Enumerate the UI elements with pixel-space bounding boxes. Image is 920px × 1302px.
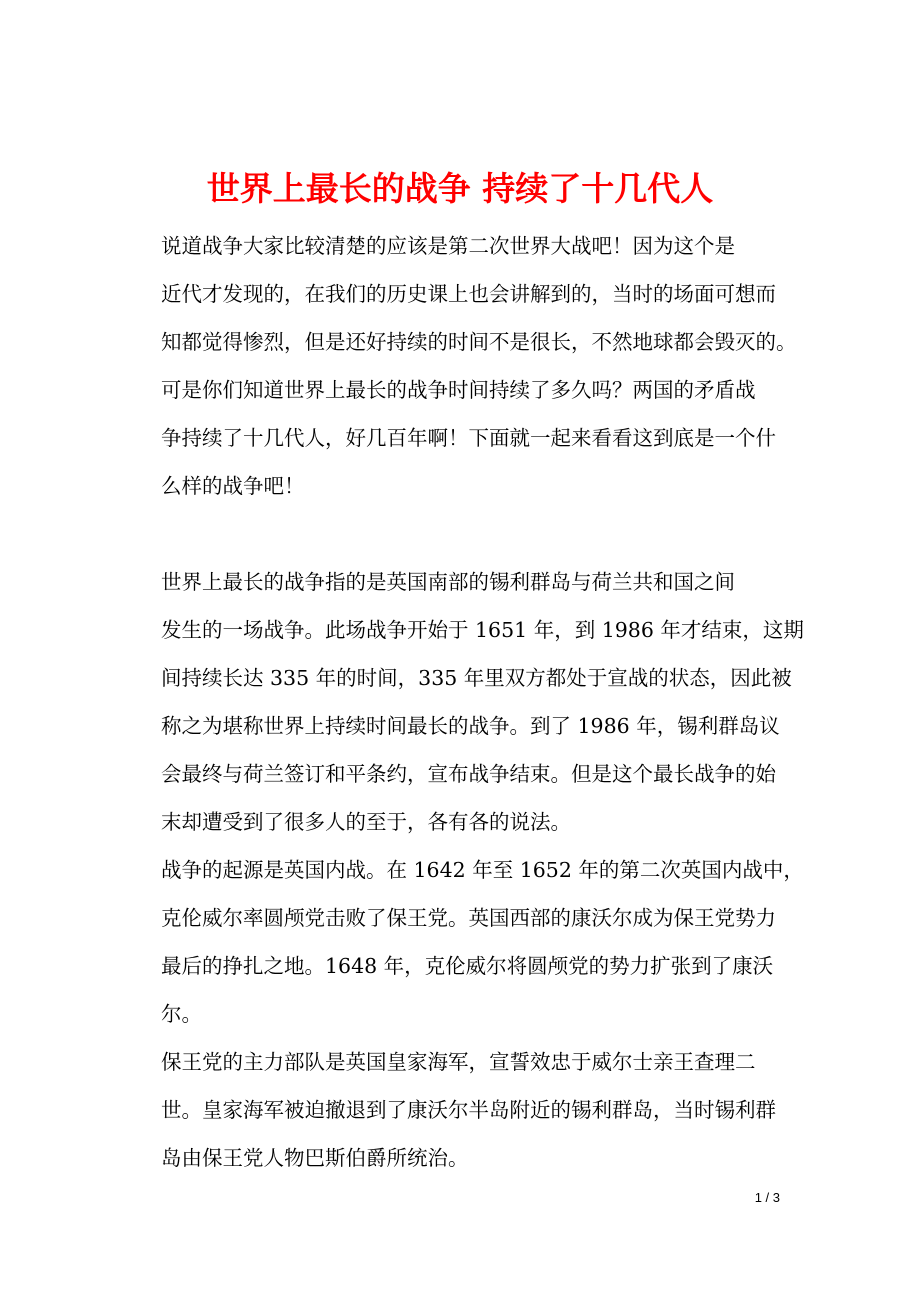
page-number: 1 / 3: [754, 1190, 780, 1205]
paragraph-line: 世界上最长的战争指的是英国南部的锡利群岛与荷兰共和国之间: [161, 570, 735, 594]
paragraph-line: 克伦威尔率圆颅党击败了保王党。英国西部的康沃尔成为保王党势力: [161, 906, 776, 930]
paragraph-line: 称之为堪称世界上持续时间最长的战争。到了 1986 年，锡利群岛议: [161, 714, 780, 738]
paragraph-line: 末却遭受到了很多人的至于，各有各的说法。: [161, 810, 571, 834]
paragraph-line: 可是你们知道世界上最长的战争时间持续了多久吗？两国的矛盾战: [161, 378, 756, 402]
paragraph-line: 近代才发现的，在我们的历史课上也会讲解到的，当时的场面可想而: [161, 282, 776, 306]
paragraph-line: 最后的挣扎之地。1648 年，克伦威尔将圆颅党的势力扩张到了康沃: [161, 954, 774, 978]
paragraph-line: 保王党的主力部队是英国皇家海军，宣誓效忠于威尔士亲王查理二: [161, 1050, 756, 1074]
paragraph-line: 尔。: [161, 1002, 202, 1026]
paragraph-line: 说道战争大家比较清楚的应该是第二次世界大战吧！因为这个是: [161, 234, 735, 258]
paragraph-line: 知都觉得惨烈，但是还好持续的时间不是很长，不然地球都会毁灭的。: [161, 330, 797, 354]
paragraph-line: 发生的一场战争。此场战争开始于 1651 年，到 1986 年才结束，这期: [161, 618, 804, 642]
paragraph-line: 么样的战争吧！: [161, 474, 305, 498]
paragraph-line: 争持续了十几代人，好几百年啊！下面就一起来看看这到底是一个什: [161, 426, 776, 450]
paragraph-line: 间持续长达 335 年的时间，335 年里双方都处于宣战的状态，因此被: [161, 666, 792, 690]
paragraph-war-overview: [141, 558, 804, 846]
document-title: 世界上最长的战争 持续了十几代人: [206, 169, 714, 209]
paragraph-line: 战争的起源是英国内战。在 1642 年至 1652 年的第二次英国内战中，: [161, 858, 804, 882]
paragraph-royalist-navy: [141, 1038, 791, 1182]
paragraph-line: 岛由保王党人物巴斯伯爵所统治。: [161, 1146, 469, 1170]
paragraph-war-origin: [141, 846, 804, 1038]
paragraph-line: 世。皇家海军被迫撤退到了康沃尔半岛附近的锡利群岛，当时锡利群: [161, 1098, 776, 1122]
paragraph-intro: [141, 222, 797, 510]
paragraph-line: 会最终与荷兰签订和平条约，宣布战争结束。但是这个最长战争的始: [161, 762, 776, 786]
